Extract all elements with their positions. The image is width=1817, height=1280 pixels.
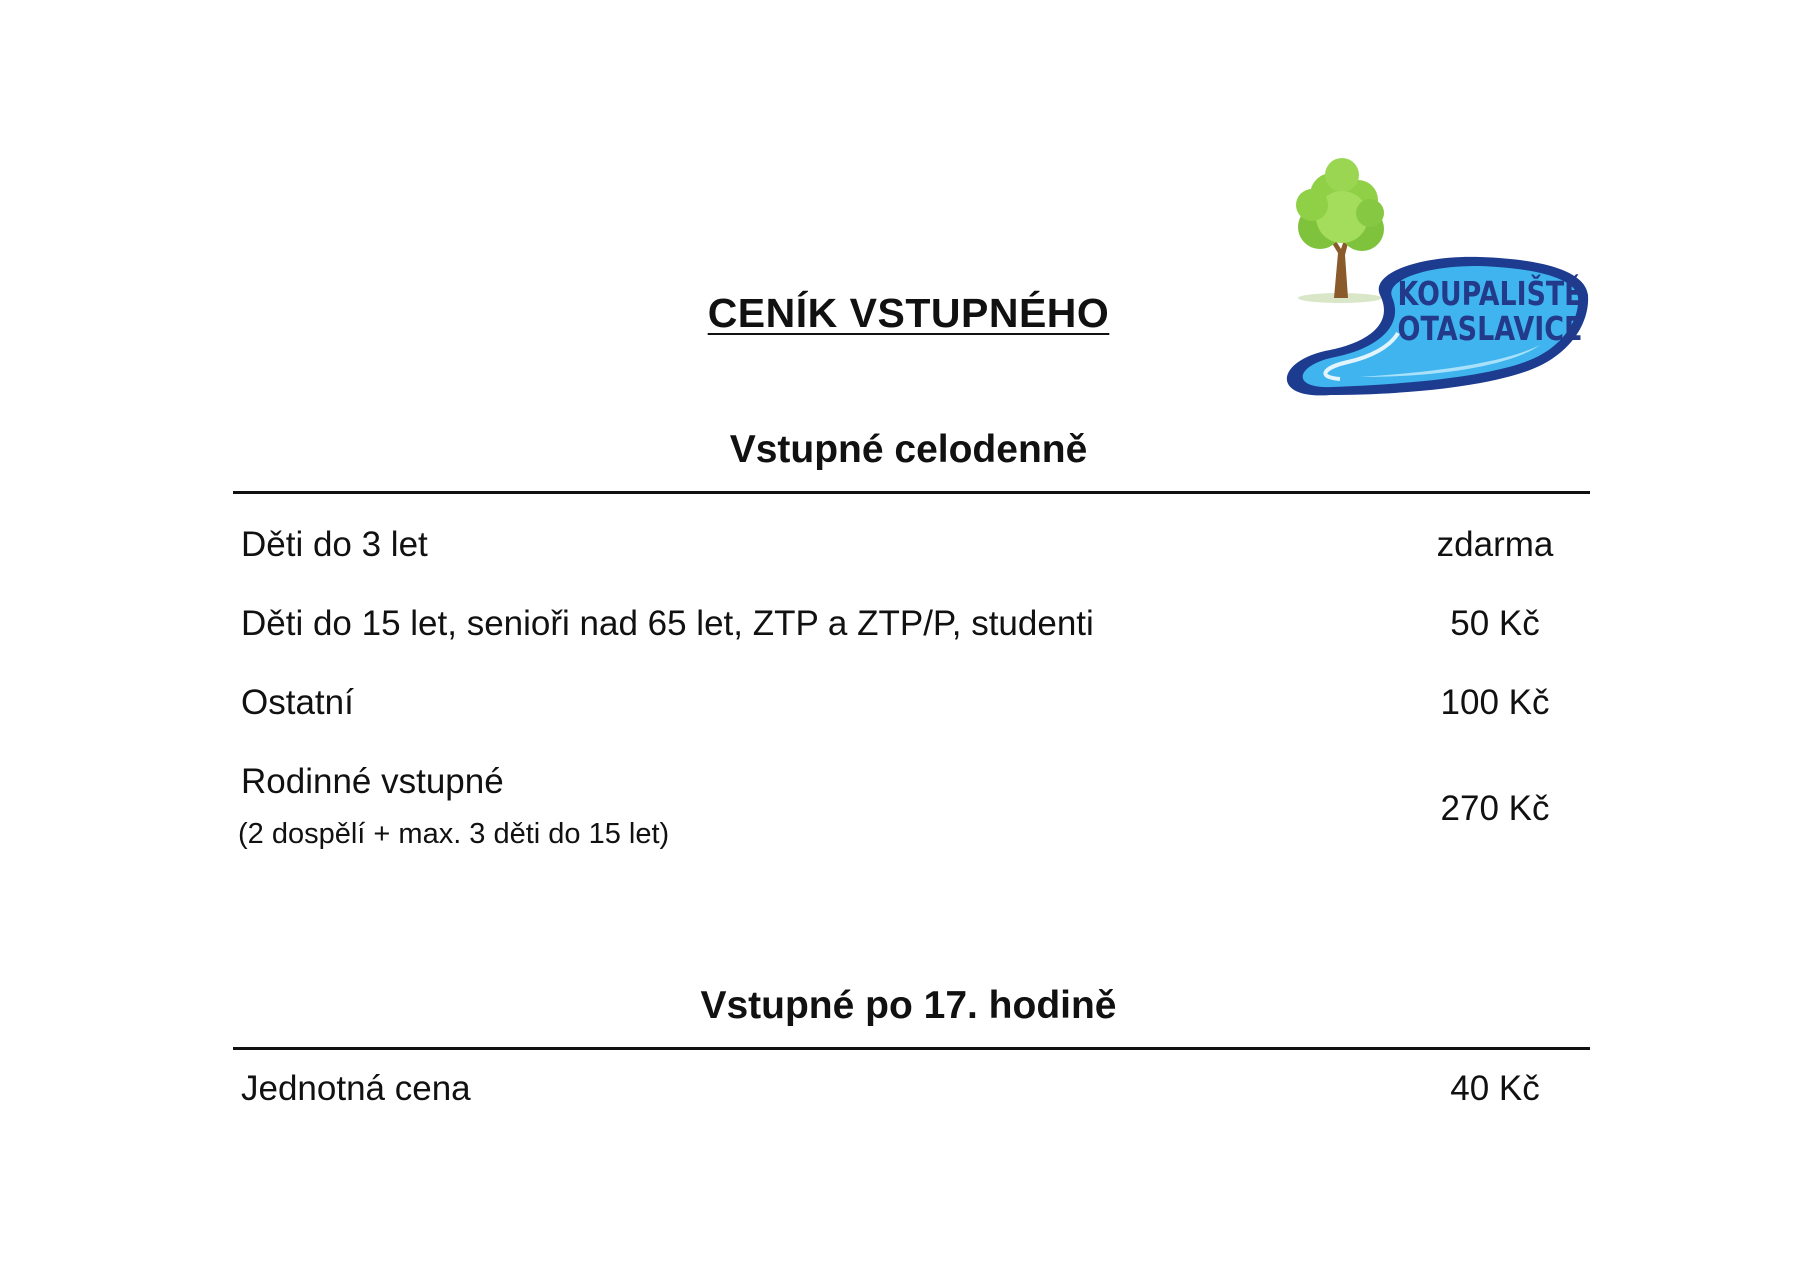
- logo-text-line1: KOUPALIŠTĚ: [1397, 274, 1626, 313]
- row-label-others: Ostatní: [241, 683, 354, 722]
- row-label-children-under-3: Děti do 3 let: [241, 525, 428, 564]
- row-note-family: (2 dospělí + max. 3 děti do 15 let): [238, 818, 670, 850]
- row-label-flat-rate: Jednotná cena: [241, 1069, 471, 1108]
- row-price-flat-rate: 40 Kč: [1450, 1069, 1540, 1108]
- logo-text-line2: OTASLAVICE: [1397, 309, 1583, 348]
- section-heading-full-day: Vstupné celodenně: [729, 428, 1088, 471]
- row-price-reduced: 50 Kč: [1450, 604, 1540, 643]
- page-title: CENÍK VSTUPNÉHO: [707, 290, 1110, 336]
- row-price-others: 100 Kč: [1440, 683, 1550, 722]
- section-heading-after-17: Vstupné po 17. hodině: [700, 984, 1117, 1027]
- row-price-family: 270 Kč: [1440, 789, 1550, 828]
- row-label-family: Rodinné vstupné: [241, 762, 504, 801]
- row-label-reduced: Děti do 15 let, senioři nad 65 let, ZTP a ZTP/P, studenti: [241, 604, 1094, 643]
- row-price-children-under-3: zdarma: [1436, 525, 1554, 564]
- section-divider: [233, 1047, 1590, 1050]
- koupaliste-otaslavice-logo: [1270, 155, 1626, 405]
- section-divider: [233, 491, 1590, 494]
